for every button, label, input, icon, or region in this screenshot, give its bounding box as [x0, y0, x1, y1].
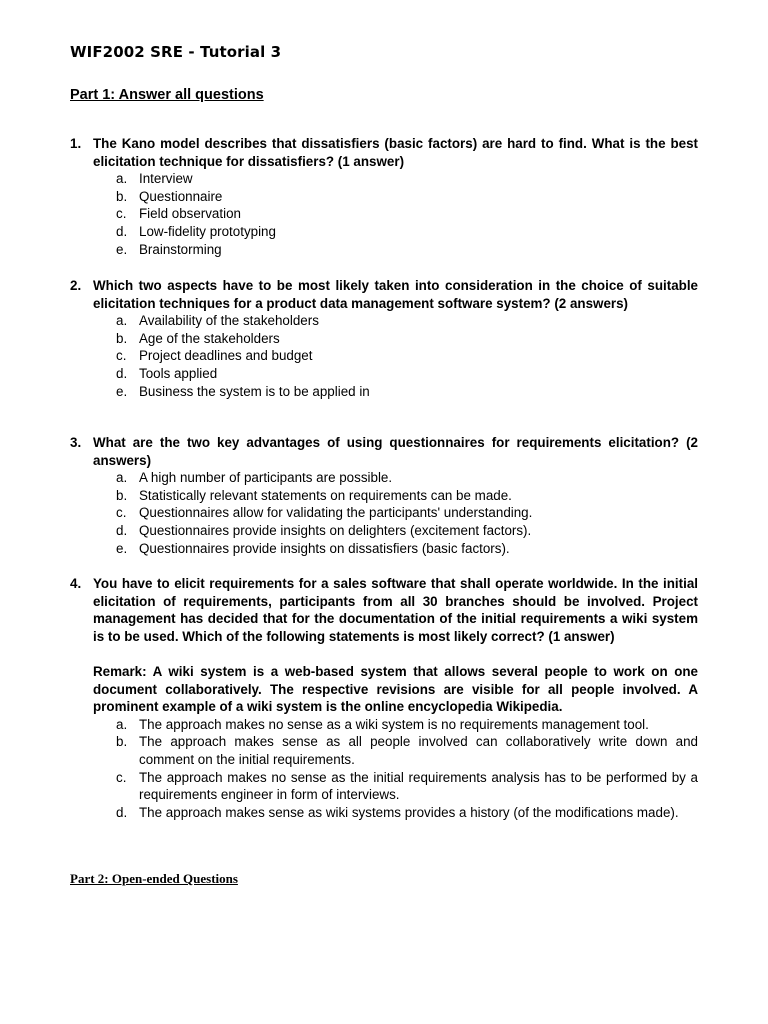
option-letter: c. — [116, 505, 127, 521]
option-text: Statistically relevant statements on requirements can be made. — [139, 487, 512, 503]
question-number: 2. — [70, 278, 82, 293]
question-stem: The Kano model describes that dissatisfiers (basic factors) are hard to find. What is the best elicitation technique for dissatisfiers? (1 answer) — [93, 136, 698, 169]
option-e — [70, 383, 698, 401]
option-letter: d. — [116, 522, 128, 538]
option-d — [70, 522, 698, 540]
option-d — [70, 804, 698, 822]
option-c — [70, 504, 698, 522]
question-3 — [70, 434, 698, 557]
option-text: Interview — [139, 171, 193, 187]
option-letter: b. — [116, 487, 128, 503]
answer-options — [70, 469, 698, 557]
option-text: Brainstorming — [139, 241, 222, 257]
part2-heading: Part 2: Open-ended Questions — [70, 871, 238, 886]
option-a — [70, 469, 698, 487]
option-b — [70, 188, 698, 206]
question-number: 3. — [70, 435, 82, 450]
option-letter: e. — [116, 241, 128, 257]
option-text: Questionnaires provide insights on dissatisfiers (basic factors). — [139, 540, 510, 556]
option-text: A high number of participants are possible. — [139, 470, 393, 486]
document-title: WIF2002 SRE - Tutorial 3 — [70, 43, 282, 61]
option-letter: d. — [116, 365, 128, 381]
option-a — [70, 716, 698, 734]
option-e — [70, 540, 698, 558]
answer-options — [70, 716, 698, 822]
option-text: The approach makes no sense as the initial requirements analysis has to be performed by a requirements engineer in form of interviews. — [139, 769, 698, 803]
option-letter: c. — [116, 206, 127, 222]
option-text: Low-fidelity prototyping — [139, 223, 276, 239]
option-letter: a. — [116, 470, 128, 486]
option-c — [70, 347, 698, 365]
option-letter: a. — [116, 171, 128, 187]
option-text: The approach makes sense as wiki systems provides a history (of the modifications made). — [139, 804, 679, 820]
option-text: Questionnaire — [139, 188, 223, 204]
option-b — [70, 733, 698, 768]
option-letter: d. — [116, 223, 128, 239]
option-text: Business the system is to be applied in — [139, 383, 370, 399]
option-a — [70, 312, 698, 330]
option-d — [70, 365, 698, 383]
option-letter: c. — [116, 348, 127, 364]
option-letter: e. — [116, 383, 128, 399]
question-number: 1. — [70, 136, 82, 151]
question-stem: You have to elicit requirements for a sales software that shall operate worldwide. In the initial elicitation of requirements, participants from all 30 branches should be involved. Project management has decided that for the documentation of the initial requirements a wiki system is to be used. Which of the following statements is most likely correct? (1 answer) — [93, 576, 698, 644]
option-a — [70, 170, 698, 188]
option-text: The approach makes sense as all people involved can collaboratively write down and comment on the initial requirements. — [139, 734, 698, 767]
option-letter: a. — [116, 313, 128, 329]
question-2 — [70, 277, 698, 400]
option-text: Questionnaires provide insights on delighters (excitement factors). — [139, 522, 532, 538]
question-4 — [70, 575, 698, 821]
option-text: Questionnaires allow for validating the participants' understanding. — [139, 505, 533, 521]
option-d — [70, 223, 698, 241]
option-text: Tools applied — [139, 365, 218, 381]
option-letter: b. — [116, 734, 128, 750]
question-number: 4. — [70, 576, 82, 591]
option-e — [70, 241, 698, 259]
question-stem: What are the two key advantages of using questionnaires for requirements elicitation? (2 answers) — [93, 435, 698, 468]
option-letter: a. — [116, 716, 128, 732]
option-b — [70, 487, 698, 505]
option-letter: b. — [116, 330, 128, 346]
option-c — [70, 769, 698, 804]
question-remark: Remark: A wiki system is a web-based system that allows several people to work on one document collaboratively. The respective revisions are visible for all people involved. A prominent example of a wiki system is the online encyclopedia Wikipedia. — [93, 663, 698, 715]
option-letter: d. — [116, 804, 128, 820]
answer-options — [70, 170, 698, 258]
option-letter: c. — [116, 769, 127, 785]
answer-options — [70, 312, 698, 400]
part1-heading: Part 1: Answer all questions — [70, 87, 264, 103]
option-letter: e. — [116, 540, 128, 556]
question-1 — [70, 135, 698, 258]
option-text: Field observation — [139, 206, 241, 222]
question-stem: Which two aspects have to be most likely taken into consideration in the choice of suitable elicitation techniques for a product data management software system? (2 answers) — [93, 278, 698, 311]
option-c — [70, 205, 698, 223]
option-b — [70, 330, 698, 348]
option-text: The approach makes no sense as a wiki system is no requirements management tool. — [139, 716, 649, 732]
option-text: Project deadlines and budget — [139, 348, 313, 364]
option-text: Availability of the stakeholders — [139, 313, 319, 329]
option-text: Age of the stakeholders — [139, 330, 280, 346]
option-letter: b. — [116, 188, 128, 204]
